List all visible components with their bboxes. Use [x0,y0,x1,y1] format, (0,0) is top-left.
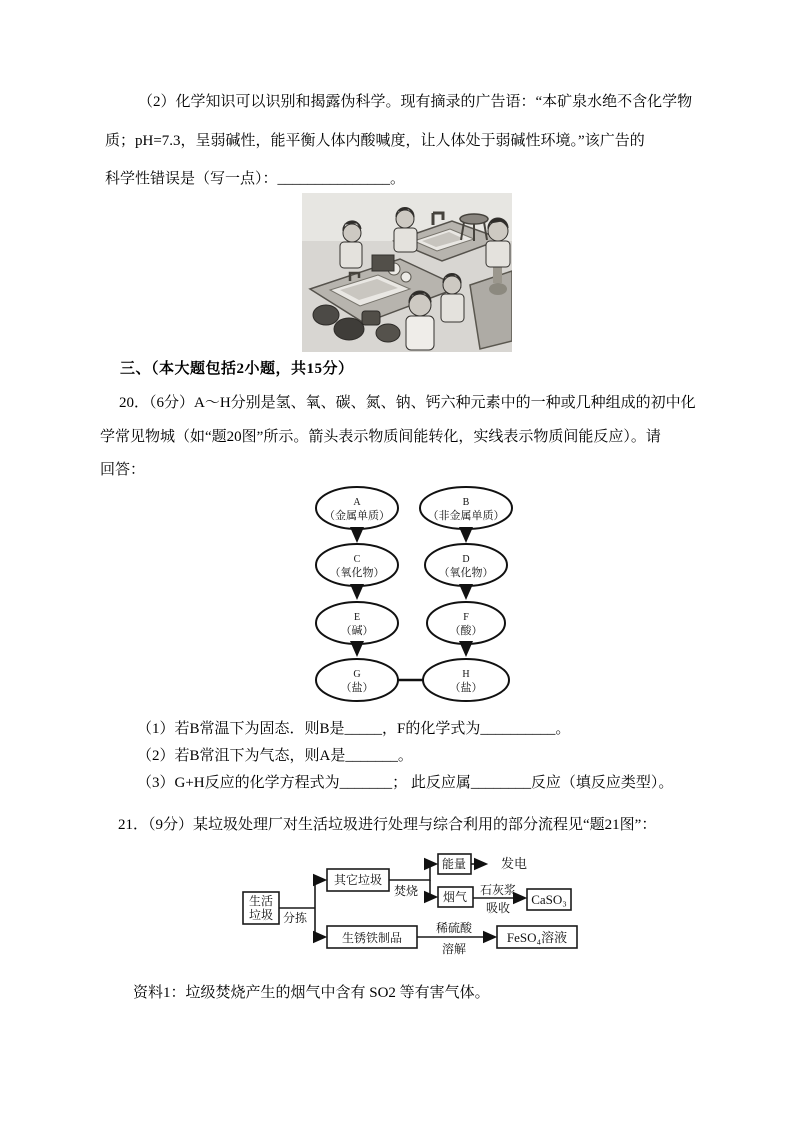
node-label-e: （碱） [340,625,374,637]
node-letter-e: E [353,612,361,623]
node-letter-f: F [463,612,469,623]
flow-text-smoke: 烟气 [442,890,468,904]
node-label-h: （盐） [449,682,483,694]
node-letter-a: A [353,497,361,508]
node-label-g: （盐） [340,682,374,694]
q21-flowchart [240,847,590,962]
flow-label-acid: 稀硫酸 [435,921,473,935]
intro-line-1: （2）化学知识可以识别和揭露伪科学。现有摘录的广告语：“本矿泉水绝不含化学物 [138,94,693,110]
subquestion-1: （1）若B常温下为固态．则B是_____，F的化学式为__________。 [137,721,571,737]
subquestion-2: （2）若B常沮下为气态，则A是_______。 [137,748,413,764]
diagram-node-c [316,544,398,586]
node-letter-d: D [462,554,470,565]
flow-label-dissolve: 溶解 [441,942,467,956]
q20-subquestions [137,716,737,797]
flow-text-other-garbage: 其它垃圾 [333,873,383,887]
flow-text-domestic-1: 生活 [248,894,274,908]
flow-label-absorb: 吸收 [485,901,511,915]
node-label-d: （氧化物） [438,567,494,579]
node-letter-b: B [462,497,470,508]
q20-line-1: 20．（6分）A～H分别是氢、氧、碳、氮、钠、钙六种元素中的一种或几种组成的初中化 [119,395,696,411]
flow-text-caso3: CaSO₃ [531,892,567,907]
diagram-node-e [316,602,398,644]
section-heading: 三、（本大题包括2小题，共15分） [120,361,354,377]
q20-paragraph [100,387,715,488]
diagram-node-a [316,487,398,529]
node-label-c: （氧化物） [329,567,385,579]
flow-line-burn [389,864,430,880]
intro-line-2: 质；pH=7.3，呈弱碱性，能平衡人体内酸喊度，让人体处于弱碱性环境。”该广告的 [105,132,645,149]
flow-text-rusty-iron: 生锈铁制品 [341,931,403,945]
flow-text-power: 发电 [501,856,528,871]
diagram-node-h [423,659,509,701]
q20-substance-diagram [280,477,540,719]
flow-text-energy: 能量 [441,857,467,871]
flow-text-domestic-2: 垃圾 [248,908,274,922]
flow-label-sort: 分拣 [282,911,308,925]
intro-line-3-with-blank: 科学性错误是（写一点）：_______________。 [105,171,406,187]
diagram-node-d [425,544,507,586]
flow-label-lime: 石灰浆 [479,883,517,897]
intro-question-paragraph [105,83,695,199]
lab-cartoon-image [302,193,512,352]
node-label-b: （非金属单质） [427,510,505,522]
q20-line-3: 回答： [100,462,146,478]
node-label-f: （酸） [449,625,483,637]
node-letter-h: H [462,669,470,680]
diagram-node-g [316,659,398,701]
diagram-node-b [420,487,512,529]
diagram-node-f [427,602,505,644]
q21-paragraph: 21．（9分）某垃圾处理厂对生活垃圾进行处理与综合利用的部分流程见“题21图”： [118,817,657,833]
q20-line-2: 学常见物城（如“题20图”所示。箭头表示物质间能转化，实线表示物质间能反应）。请 [100,428,661,445]
flow-text-feso4: FeSO₄溶液 [506,930,568,945]
flow-label-burn: 焚烧 [393,884,419,898]
node-letter-g: G [353,669,361,680]
material-note: 资料1：垃级焚烧产生的烟气中含有 SO2 等有害气体。 [133,985,490,1001]
node-letter-c: C [353,554,361,565]
subquestion-3: （3）G+H反应的化学方程式为_______； 此反应属________反应（填反应类型）。 [137,775,674,791]
node-label-a: （金属单质） [324,510,390,522]
